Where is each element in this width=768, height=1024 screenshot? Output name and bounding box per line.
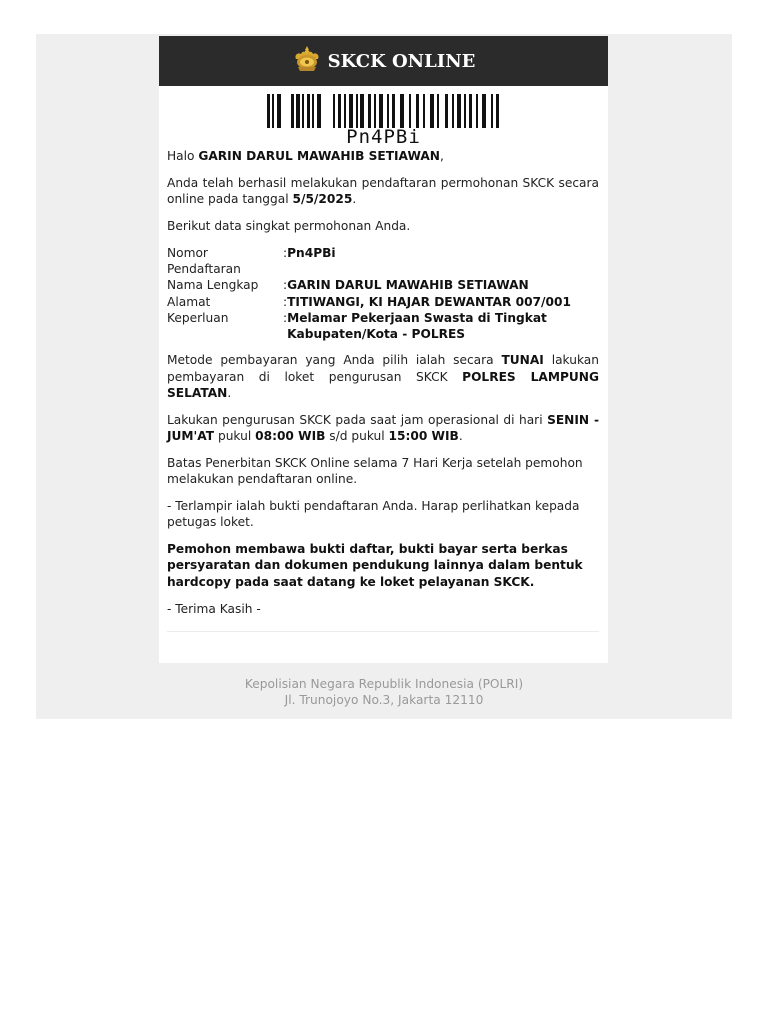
intro-paragraph bbox=[167, 175, 599, 208]
footer-org: Kepolisian Negara Republik Indonesia (POLRI) bbox=[244, 677, 524, 691]
email-card bbox=[159, 36, 608, 663]
barcode-code: Pn4PBi bbox=[346, 126, 421, 148]
full-name: GARIN DARUL MAWAHIB SETIAWAN bbox=[287, 278, 529, 293]
info-row bbox=[167, 294, 599, 310]
attachment-paragraph: - Terlampir ialah bukti pendaftaran Anda. Harap perlihatkan kepada petugas loket. bbox=[167, 499, 580, 530]
barcode-image bbox=[264, 94, 504, 128]
payment-paragraph bbox=[167, 352, 599, 401]
payment-method: TUNAI bbox=[501, 353, 544, 368]
intro-text: Anda telah berhasil melakukan pendaftaran permohonan SKCK secara online pada tanggal bbox=[167, 175, 599, 207]
summary-heading: Berikut data singkat permohonan Anda. bbox=[167, 218, 411, 233]
payment-text: Metode pembayaran yang Anda pilih ialah secara bbox=[167, 353, 502, 368]
address: TITIWANGI, KI HAJAR DEWANTAR 007/001 bbox=[287, 294, 571, 309]
purpose: Melamar Pekerjaan Swasta di Tingkat Kabupaten/Kota - POLRES bbox=[287, 310, 547, 342]
info-value bbox=[287, 245, 599, 278]
info-label: Alamat bbox=[167, 294, 211, 309]
info-value bbox=[287, 310, 599, 343]
info-separator: : bbox=[283, 294, 288, 309]
info-value bbox=[287, 277, 599, 293]
greeting bbox=[167, 148, 599, 164]
intro-end: . bbox=[352, 192, 357, 207]
divider bbox=[167, 631, 599, 632]
info-label: Nama Lengkap bbox=[167, 278, 259, 293]
info-row bbox=[167, 277, 599, 293]
logo-text: SKCK ONLINE bbox=[327, 50, 476, 72]
info-separator: : bbox=[283, 310, 288, 325]
registration-number: Pn4PBi bbox=[287, 245, 336, 260]
info-value bbox=[287, 294, 599, 310]
info-label: Keperluan bbox=[167, 310, 229, 325]
requirements-text: Pemohon membawa bukti daftar, bukti bayar serta berkas persyaratan dan dokumen pendukung lainnya dalam bentuk hardcopy pada saat datang ke loket pelayanan SKCK. bbox=[167, 542, 583, 589]
barcode-block bbox=[159, 86, 608, 148]
hours-text-2: pukul bbox=[214, 429, 256, 444]
info-label: Nomor Pendaftaran bbox=[167, 245, 241, 276]
email-body bbox=[159, 148, 608, 632]
requirements-paragraph bbox=[167, 541, 599, 590]
logo bbox=[292, 45, 476, 77]
hours-text: Lakukan pengurusan SKCK pada saat jam operasional di hari bbox=[167, 412, 548, 427]
payment-office: POLRES LAMPUNG SELATAN bbox=[167, 369, 599, 401]
operating-days: SENIN - JUM'AT bbox=[167, 412, 599, 444]
greeting-suffix: , bbox=[439, 149, 444, 163]
payment-end: . bbox=[227, 386, 232, 401]
hours-end: . bbox=[458, 429, 463, 444]
police-emblem-icon bbox=[292, 45, 322, 77]
applicant-name: GARIN DARUL MAWAHIB SETIAWAN bbox=[198, 149, 440, 163]
hours-text-3: s/d pukul bbox=[325, 429, 389, 444]
footer bbox=[36, 676, 732, 709]
end-time: 15:00 WIB bbox=[388, 429, 459, 444]
info-table bbox=[167, 245, 599, 343]
hours-paragraph bbox=[167, 412, 599, 445]
deadline-paragraph: Batas Penerbitan SKCK Online selama 7 Hari Kerja setelah pemohon melakukan pendaftaran online. bbox=[167, 455, 583, 487]
email-background bbox=[36, 34, 732, 719]
info-row bbox=[167, 310, 599, 343]
closing-text: - Terima Kasih - bbox=[167, 601, 261, 616]
start-time: 08:00 WIB bbox=[255, 429, 326, 444]
payment-text-2: lakukan pembayaran di loket pengurusan SKCK bbox=[167, 353, 599, 384]
greeting-prefix: Halo bbox=[167, 149, 199, 163]
info-separator: : bbox=[283, 278, 288, 293]
info-separator: : bbox=[283, 245, 288, 260]
footer-address: Jl. Trunojoyo No.3, Jakarta 12110 bbox=[284, 693, 484, 708]
registration-date: 5/5/2025 bbox=[292, 192, 353, 207]
header-bar bbox=[159, 36, 608, 86]
info-row bbox=[167, 245, 599, 278]
